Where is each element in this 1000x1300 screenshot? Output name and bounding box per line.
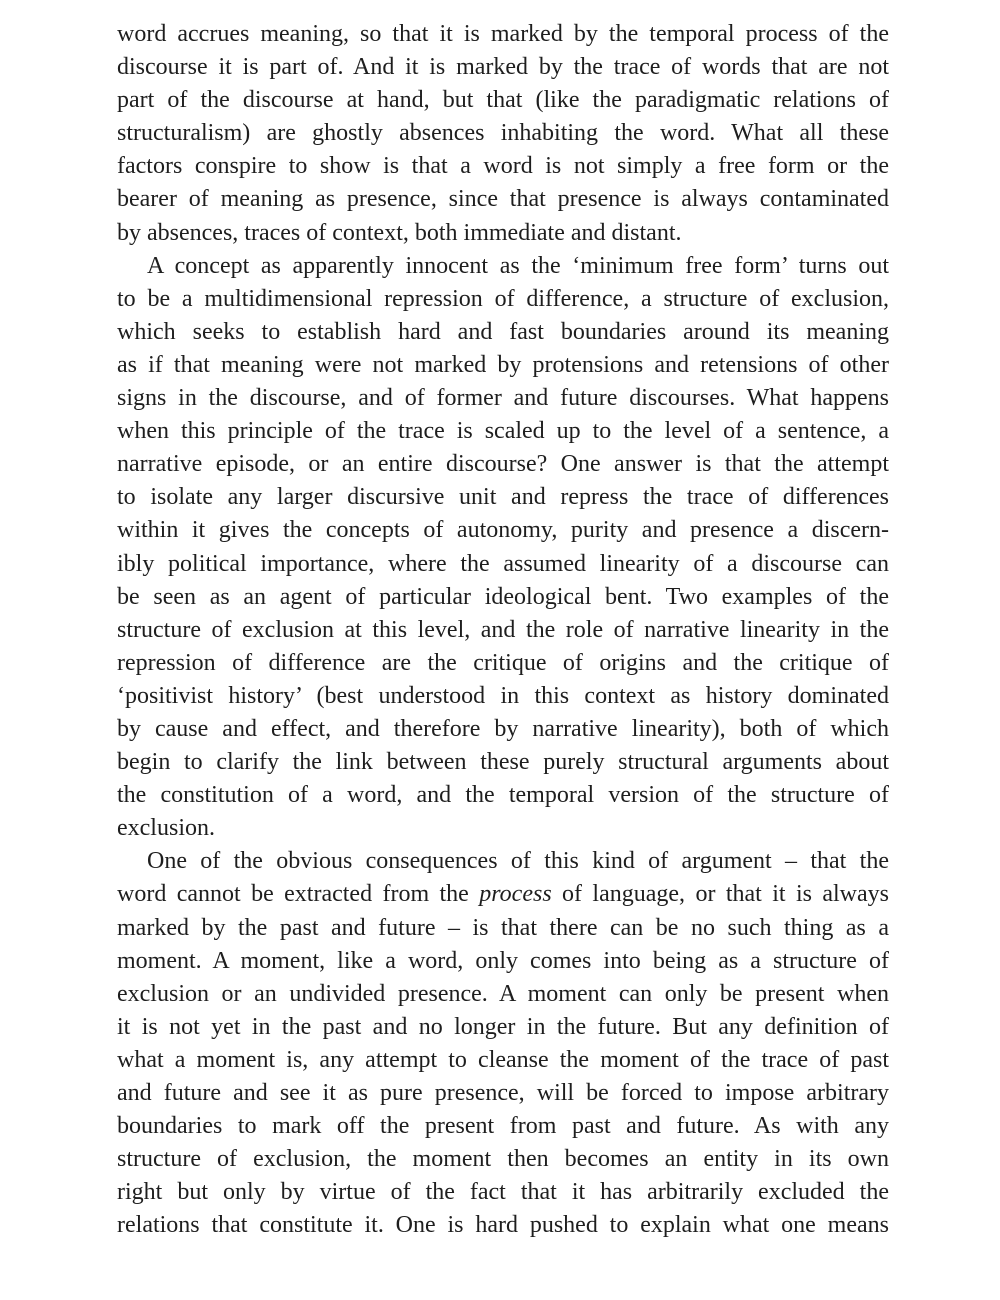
text-line: ibly political importance, where the assumed linearity of a discourse can [117, 550, 889, 577]
text-line: moment. A moment, like a word, only comes into being as a structure of [117, 947, 889, 974]
text-line: exclusion or an undivided presence. A moment can only be present when [117, 980, 889, 1007]
text-line: bearer of meaning as presence, since that presence is always contaminated [117, 186, 889, 213]
text-line: by absences, traces of context, both immediate and distant. [117, 219, 682, 246]
text-line: relations that constitute it. One is hard pushed to explain what one means [117, 1212, 889, 1239]
text-line: discourse it is part of. And it is marked by the trace of words that are not [117, 54, 889, 81]
text-line: marked by the past and future – is that there can be no such thing as a [117, 914, 889, 941]
text-line-with-italic [117, 878, 889, 911]
text-run: of language, or that it is always [551, 881, 889, 908]
text-line: word accrues meaning, so that it is marked by the temporal process of the [117, 21, 889, 47]
text-line: the constitution of a word, and the temporal version of the structure of [117, 782, 889, 809]
text-line: when this principle of the trace is scaled up to the level of a sentence, a [117, 418, 889, 445]
text-line: narrative episode, or an entire discourse? One answer is that the attempt [117, 451, 889, 478]
text-line: structure of exclusion at this level, and the role of narrative linearity in the [117, 616, 889, 643]
paragraph-2 [117, 250, 889, 846]
document-page [117, 18, 889, 1242]
text-line: part of the discourse at hand, but that (like the paradigmatic relations of [117, 87, 889, 114]
text-line: which seeks to establish hard and fast boundaries around its meaning [117, 318, 889, 345]
text-line: to be a multidimensional repression of difference, a structure of exclusion, [117, 285, 889, 312]
text-line: right but only by virtue of the fact that it has arbitrarily excluded the [117, 1179, 889, 1206]
text-line: signs in the discourse, and of former and future discourses. What happens [117, 385, 889, 412]
italic-emphasis: process [479, 881, 552, 908]
text-line: repression of difference are the critique of origins and the critique of [117, 649, 889, 676]
text-line: structuralism) are ghostly absences inhabiting the word. What all these [117, 120, 889, 147]
text-line: begin to clarify the link between these purely structural arguments about [117, 749, 889, 776]
text-line: by cause and effect, and therefore by narrative linearity), both of which [117, 715, 889, 742]
text-line: as if that meaning were not marked by protensions and retensions of other [117, 351, 889, 378]
text-line: ‘positivist history’ (best understood in this context as history dominated [117, 682, 889, 709]
text-line: exclusion. [117, 815, 215, 842]
text-line: it is not yet in the past and no longer in the future. But any definition of [117, 1013, 889, 1040]
text-line: factors conspire to show is that a word is not simply a free form or the [117, 153, 889, 180]
text-line: boundaries to mark off the present from past and future. As with any [117, 1113, 889, 1140]
text-run: word cannot be extracted from the [117, 881, 480, 908]
text-line: be seen as an agent of particular ideological bent. Two examples of the [117, 583, 889, 610]
text-line: One of the obvious consequences of this kind of argument – that the [147, 848, 889, 875]
text-line: A concept as apparently innocent as the ‘minimum free form’ turns out [147, 252, 889, 279]
text-line: to isolate any larger discursive unit and repress the trace of differences [117, 484, 889, 511]
text-line: structure of exclusion, the moment then becomes an entity in its own [117, 1146, 889, 1173]
text-line: within it gives the concepts of autonomy, purity and presence a discern- [117, 517, 889, 544]
paragraph-1 [117, 18, 889, 250]
text-line: and future and see it as pure presence, will be forced to impose arbitrary [117, 1080, 889, 1106]
text-line: what a moment is, any attempt to cleanse the moment of the trace of past [117, 1046, 889, 1073]
paragraph-3 [117, 845, 889, 1242]
